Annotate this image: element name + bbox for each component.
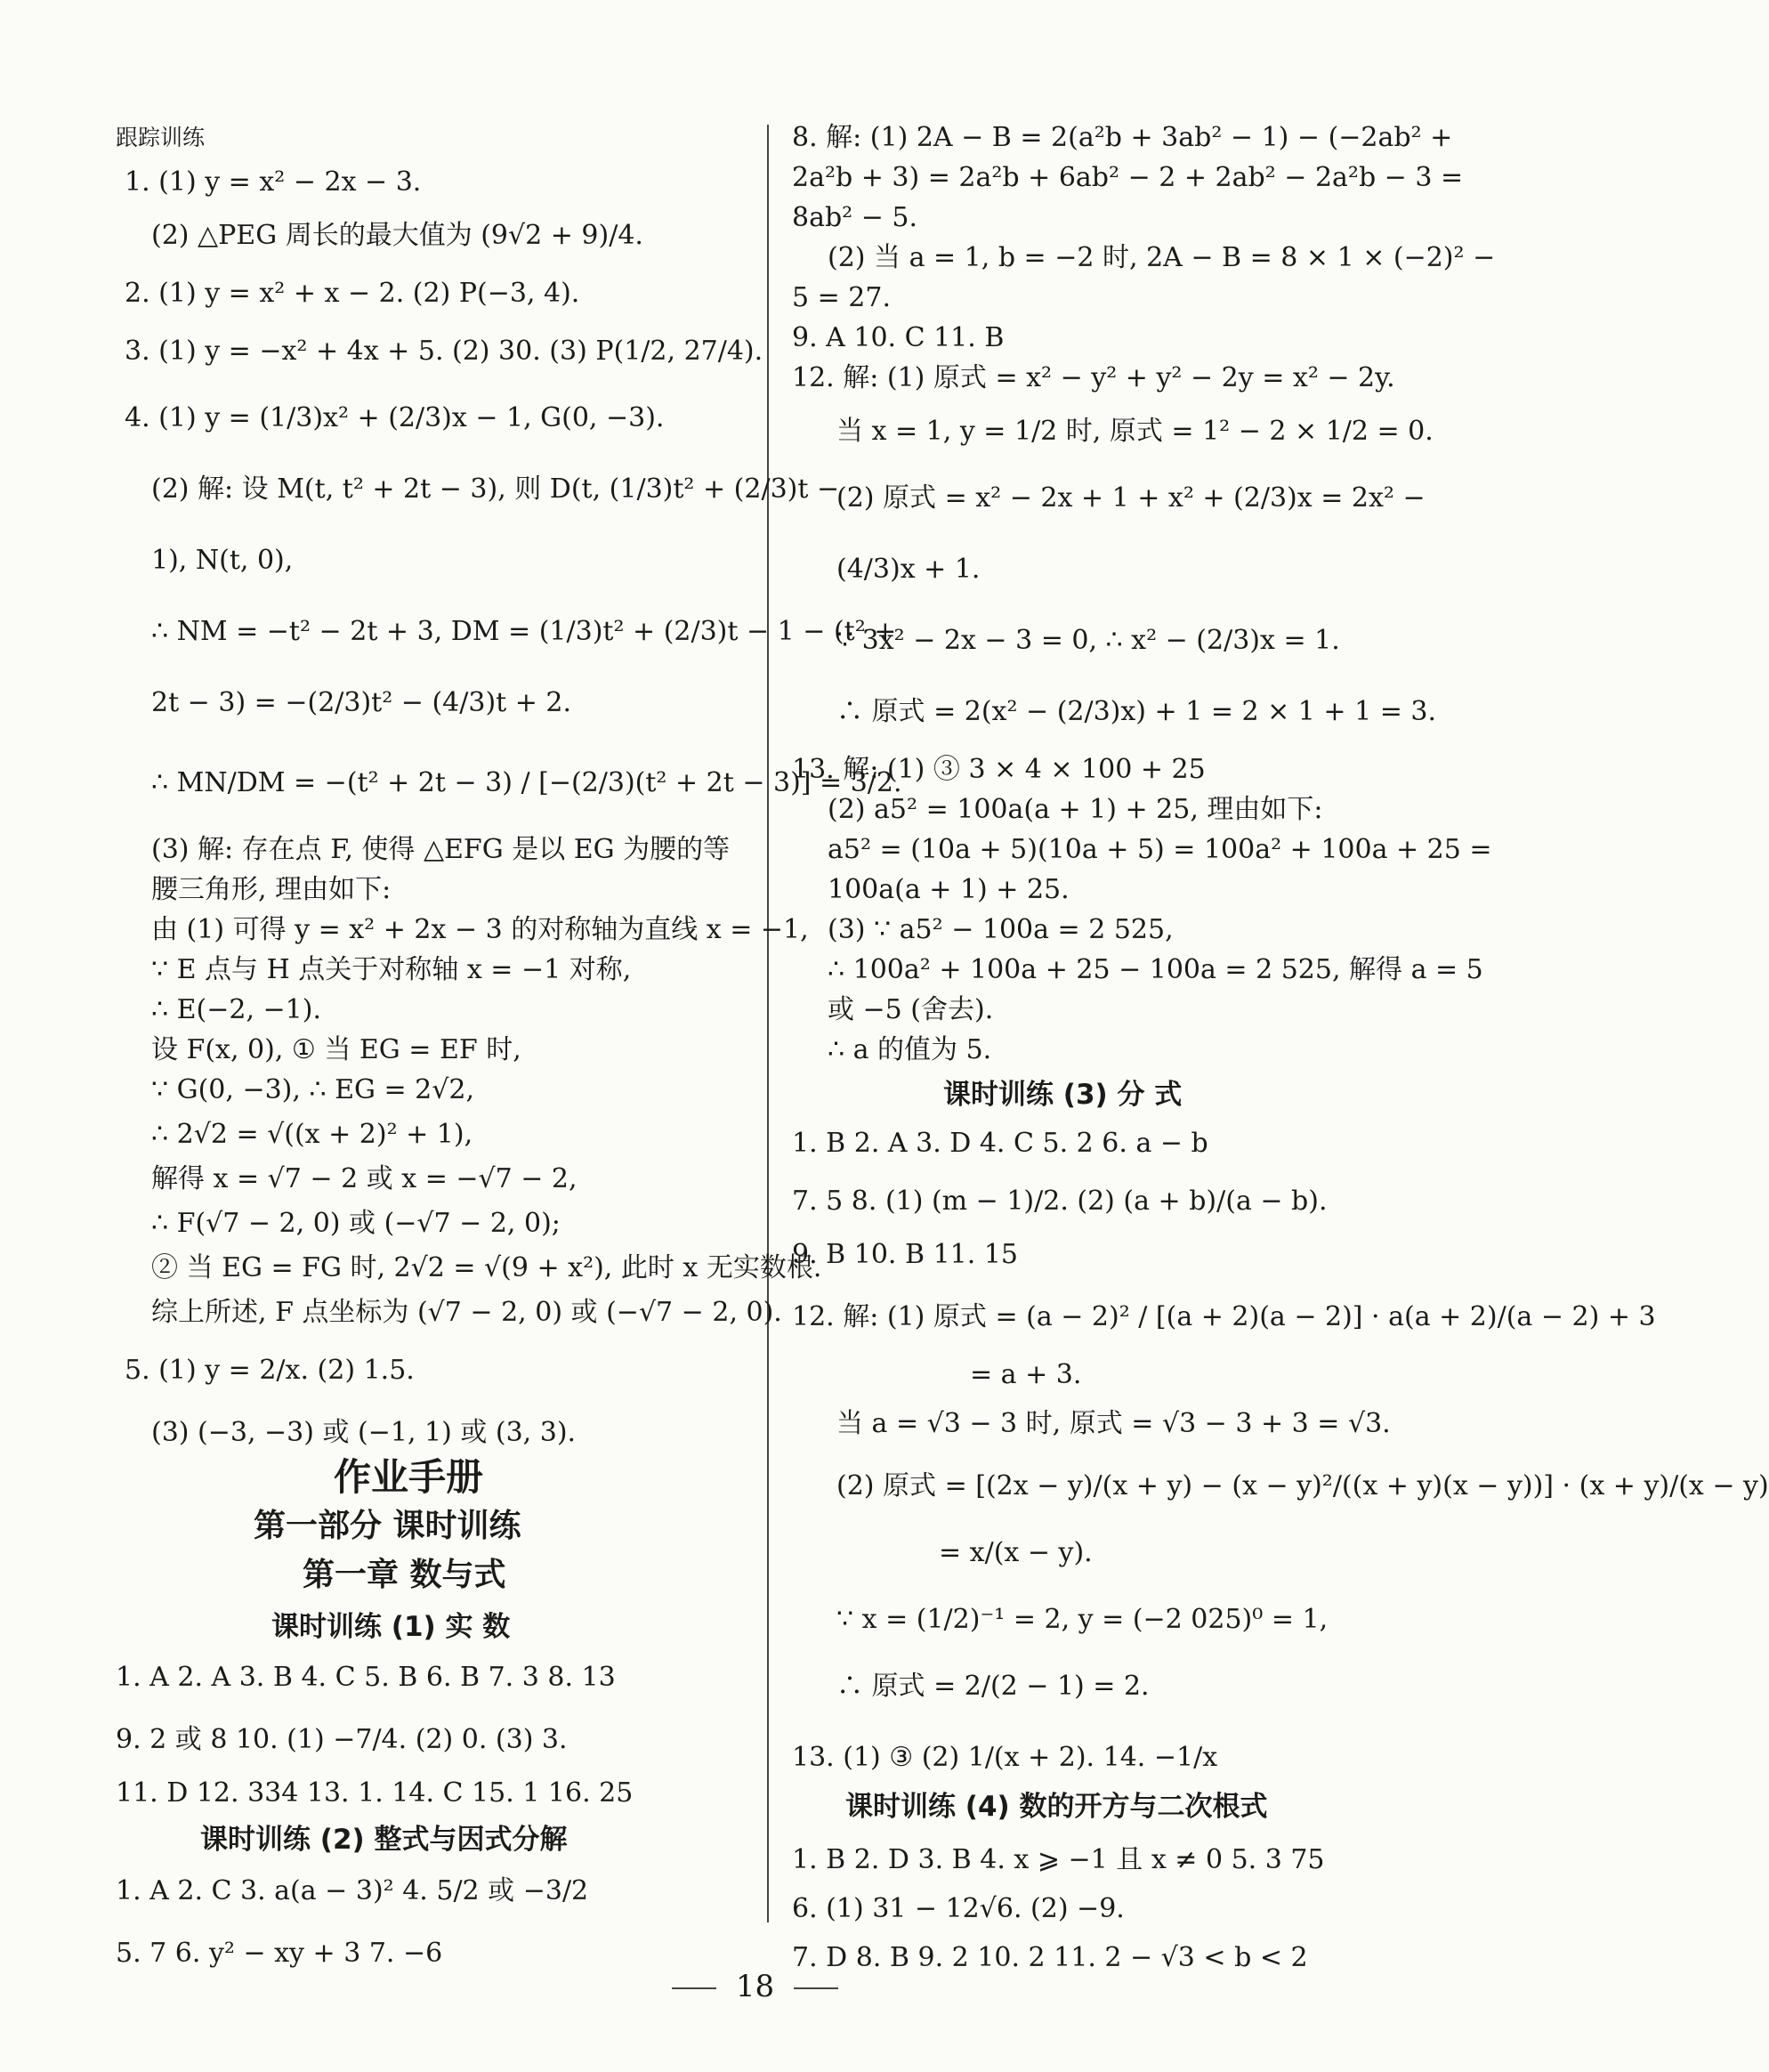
right-column-line: (3) ∵ a5² − 100a = 2 525,	[828, 914, 1174, 945]
right-column-line: 13. (1) ③ (2) 1/(x + 2). 14. −1/x	[792, 1742, 1218, 1773]
right-column-line: 7. 5 8. (1) (m − 1)/2. (2) (a + b)/(a − b).	[792, 1186, 1328, 1217]
right-column-line: 当 x = 1, y = 1/2 时, 原式 = 1² − 2 × 1/2 = 0.	[836, 416, 1434, 447]
right-column-line: 5 = 27.	[792, 282, 892, 313]
left-column-line: 综上所述, F 点坐标为 (√7 − 2, 0) 或 (−√7 − 2, 0).	[151, 1297, 782, 1328]
right-column-line: 1. B 2. A 3. D 4. C 5. 2 6. a − b	[792, 1128, 1208, 1159]
left-column-line: 第一章 数与式	[303, 1557, 506, 1593]
left-column-line: 作业手册	[334, 1455, 484, 1499]
left-column-line: 腰三角形, 理由如下:	[151, 874, 392, 905]
left-column-line: (3) (−3, −3) 或 (−1, 1) 或 (3, 3).	[151, 1417, 577, 1448]
right-column-line: 当 a = √3 − 3 时, 原式 = √3 − 3 + 3 = √3.	[836, 1408, 1391, 1439]
left-column-line: ∴ F(√7 − 2, 0) 或 (−√7 − 2, 0);	[151, 1208, 561, 1239]
left-column-line: 1), N(t, 0),	[151, 545, 294, 576]
right-column-line: 1. B 2. D 3. B 4. x ⩾ −1 且 x ≠ 0 5. 3 75	[792, 1844, 1325, 1875]
page-number	[0, 1969, 1510, 2004]
left-column-line: 1. A 2. C 3. a(a − 3)² 4. 5/2 或 −3/2	[116, 1875, 589, 1906]
left-column-line: (2) △PEG 周长的最大值为 (9√2 + 9)/4.	[151, 220, 643, 251]
left-column-line: 2. (1) y = x² + x − 2. (2) P(−3, 4).	[125, 278, 580, 309]
right-column-line: ∴ 原式 = 2(x² − (2/3)x) + 1 = 2 × 1 + 1 = 3.	[836, 696, 1437, 727]
right-column-line: 12. 解: (1) 原式 = (a − 2)² / [(a + 2)(a − 2)] · a(a + 2)/(a − 2) + 3	[792, 1301, 1656, 1332]
right-column-line: ∴ a 的值为 5.	[828, 1034, 992, 1065]
right-column-line: 100a(a + 1) + 25.	[828, 874, 1070, 905]
page-number-dash-right	[794, 1987, 838, 1989]
left-column-line: 1. (1) y = x² − 2x − 3.	[125, 166, 422, 198]
left-column-line: ∴ NM = −t² − 2t + 3, DM = (1/3)t² + (2/3)t − 1 − (t² +	[151, 616, 897, 647]
left-column-line: ② 当 EG = FG 时, 2√2 = √(9 + x²), 此时 x 无实数根.	[151, 1252, 822, 1283]
page-number-text: 18	[735, 1969, 775, 2004]
right-column-line: 9. A 10. C 11. B	[792, 322, 1005, 353]
right-column-line: a5² = (10a + 5)(10a + 5) = 100a² + 100a + 25 =	[828, 834, 1492, 865]
left-column-line: 9. 2 或 8 10. (1) −7/4. (2) 0. (3) 3.	[116, 1724, 568, 1755]
left-column-line: 5. (1) y = 2/x. (2) 1.5.	[125, 1355, 415, 1386]
right-column-line: (2) 当 a = 1, b = −2 时, 2A − B = 8 × 1 × (−2)² −	[828, 242, 1496, 273]
right-column-line: 8ab² − 5.	[792, 202, 918, 233]
left-column-line: 由 (1) 可得 y = x² + 2x − 3 的对称轴为直线 x = −1,	[151, 914, 809, 945]
right-column-line: ∵ 3x² − 2x − 3 = 0, ∴ x² − (2/3)x = 1.	[836, 625, 1340, 656]
left-column-line: (3) 解: 存在点 F, 使得 △EFG 是以 EG 为腰的等	[151, 834, 731, 865]
column-divider	[767, 125, 769, 1922]
left-column-line: 跟踪训练	[116, 125, 206, 150]
left-column-line: 2t − 3) = −(2/3)t² − (4/3)t + 2.	[151, 687, 572, 718]
left-column-line: 4. (1) y = (1/3)x² + (2/3)x − 1, G(0, −3).	[125, 402, 665, 433]
right-column-line: 2a²b + 3) = 2a²b + 6ab² − 2 + 2ab² − 2a²b − 3 =	[792, 162, 1464, 193]
left-column-line: ∵ E 点与 H 点关于对称轴 x = −1 对称,	[151, 954, 632, 985]
left-column-line: 11. D 12. 334 13. 1. 14. C 15. 1 16. 25	[116, 1777, 634, 1809]
left-column-line: 第一部分 课时训练	[254, 1508, 521, 1544]
left-column-line: 课时训练 (2) 整式与因式分解	[200, 1824, 568, 1856]
left-column-line: 3. (1) y = −x² + 4x + 5. (2) 30. (3) P(1/2, 27/4).	[125, 336, 763, 367]
right-column-line: 7. D 8. B 9. 2 10. 2 11. 2 − √3 < b < 2	[792, 1942, 1308, 1973]
left-column-line: 1. A 2. A 3. B 4. C 5. B 6. B 7. 3 8. 13	[116, 1662, 616, 1693]
left-column-line: 课时训练 (1) 实 数	[271, 1611, 511, 1643]
right-column-line: 12. 解: (1) 原式 = x² − y² + y² − 2y = x² − 2y.	[792, 362, 1395, 393]
page-number-dash-left	[672, 1987, 716, 1989]
right-column-line: ∴ 原式 = 2/(2 − 1) = 2.	[836, 1671, 1150, 1702]
left-column-line: ∵ G(0, −3), ∴ EG = 2√2,	[151, 1074, 474, 1105]
right-column-line: 课时训练 (4) 数的开方与二次根式	[845, 1791, 1268, 1823]
right-column-line: 6. (1) 31 − 12√6. (2) −9.	[792, 1893, 1125, 1924]
left-column-line: ∴ MN/DM = −(t² + 2t − 3) / [−(2/3)(t² + 2t − 3)] = 3/2.	[151, 767, 902, 798]
right-column-line: (4/3)x + 1.	[836, 554, 981, 585]
left-column-line: 解得 x = √7 − 2 或 x = −√7 − 2,	[151, 1163, 578, 1194]
right-column-line: = a + 3.	[970, 1359, 1082, 1390]
right-column-line: = x/(x − y).	[939, 1537, 1093, 1568]
right-column-line: 8. 解: (1) 2A − B = 2(a²b + 3ab² − 1) − (−2ab² +	[792, 122, 1453, 153]
right-column-line: 13. 解: (1) ③ 3 × 4 × 100 + 25	[792, 754, 1206, 785]
right-column-line: (2) a5² = 100a(a + 1) + 25, 理由如下:	[828, 794, 1323, 825]
right-column-line: ∵ x = (1/2)⁻¹ = 2, y = (−2 025)⁰ = 1,	[836, 1604, 1329, 1635]
right-column-line: 或 −5 (舍去).	[828, 994, 994, 1025]
left-column-line: 设 F(x, 0), ① 当 EG = EF 时,	[151, 1034, 521, 1065]
left-column-line: 5. 7 6. y² − xy + 3 7. −6	[116, 1938, 443, 1969]
right-column-line: 9. B 10. B 11. 15	[792, 1239, 1018, 1270]
right-column-line: ∴ 100a² + 100a + 25 − 100a = 2 525, 解得 a = 5	[828, 954, 1483, 985]
right-column-line: 课时训练 (3) 分 式	[943, 1079, 1183, 1111]
right-column-line: (2) 原式 = [(2x − y)/(x + y) − (x − y)²/((x + y)(x − y))] · (x + y)/(x − y)	[836, 1470, 1769, 1501]
right-column-line: (2) 原式 = x² − 2x + 1 + x² + (2/3)x = 2x² −	[836, 482, 1426, 514]
left-column-line: (2) 解: 设 M(t, t² + 2t − 3), 则 D(t, (1/3)t² + (2/3)t −	[151, 473, 840, 505]
left-column-line: ∴ E(−2, −1).	[151, 994, 321, 1025]
left-column-line: ∴ 2√2 = √((x + 2)² + 1),	[151, 1119, 473, 1150]
